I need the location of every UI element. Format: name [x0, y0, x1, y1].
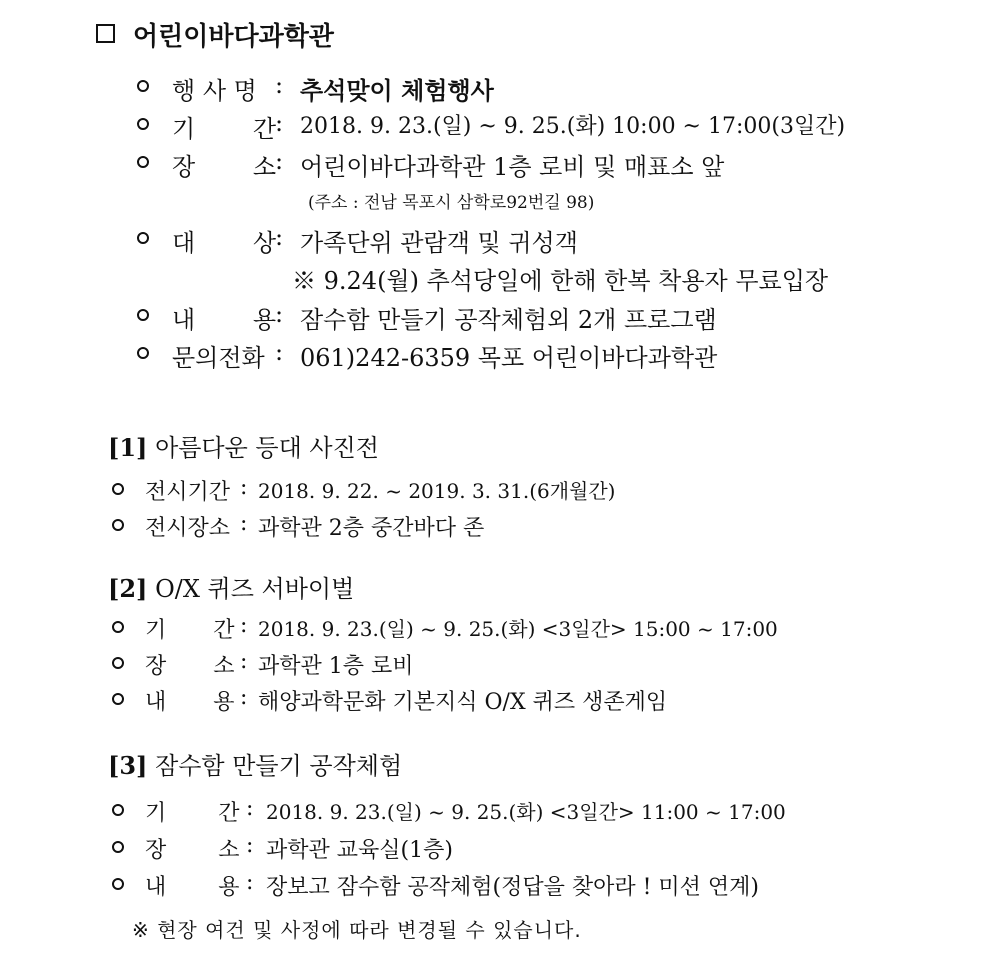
- colon: :: [240, 475, 248, 500]
- event-item-value: 061)242-6359 목포 어린이바다과학관: [300, 344, 718, 372]
- address-note: (주소 : 전남 목포시 삼학로92번길 98): [308, 193, 595, 213]
- bullet-circle-icon: [112, 693, 124, 705]
- section-number: [2]: [108, 574, 148, 603]
- section-item-label: 내 용: [145, 690, 235, 715]
- event-item-label: 문의전화: [172, 344, 265, 372]
- bullet-circle-icon: [112, 657, 124, 669]
- section-item-value: 2018. 9. 23.(일) ~ 9. 25.(화) <3일간> 11:00 ~ 17:00: [266, 800, 786, 824]
- bullet-circle-icon: [137, 309, 149, 321]
- colon: :: [240, 685, 248, 710]
- section-item-value: 과학관 2층 중간바다 존: [258, 516, 485, 541]
- colon: :: [275, 223, 284, 251]
- bullet-circle-icon: [112, 804, 124, 816]
- section-item-label: 전시기간: [145, 480, 231, 505]
- section-item-value: 장보고 잠수함 공작체험(정답을 찾아라 ! 미션 연계): [266, 875, 760, 900]
- colon: :: [246, 796, 254, 821]
- event-item-label: 대 상: [172, 229, 276, 257]
- event-item-value: 2018. 9. 23.(일) ~ 9. 25.(화) 10:00 ~ 17:00(3일간): [300, 114, 846, 139]
- event-item-label: 내 용: [172, 306, 276, 334]
- checkbox-square-icon: [96, 24, 115, 43]
- section-item-value: 과학관 교육실(1층): [266, 838, 453, 863]
- section-item-label: 내 용: [145, 875, 240, 900]
- bullet-circle-icon: [137, 80, 149, 92]
- event-item-value: 가족단위 관람객 및 귀성객: [300, 229, 578, 257]
- section-title-text: O/X 퀴즈 서바이벌: [155, 575, 355, 603]
- section-number: [1]: [108, 433, 148, 462]
- event-item-label: 행 사 명: [172, 77, 257, 105]
- bullet-circle-icon: [112, 841, 124, 853]
- event-item-label: 기 간: [172, 115, 276, 143]
- section-item-value: 해양과학문화 기본지식 O/X 퀴즈 생존게임: [258, 690, 668, 715]
- section-title: [108, 428, 379, 463]
- bullet-circle-icon: [137, 118, 149, 130]
- bullet-circle-icon: [137, 347, 149, 359]
- colon: :: [275, 147, 284, 175]
- colon: :: [275, 109, 284, 137]
- event-item-value: 잠수함 만들기 공작체험외 2개 프로그램: [300, 306, 717, 334]
- colon: :: [275, 300, 284, 328]
- bullet-circle-icon: [112, 519, 124, 531]
- colon: :: [246, 870, 254, 895]
- event-item-label: 장 소: [172, 153, 276, 181]
- section-item-value: 2018. 9. 22. ~ 2019. 3. 31.(6개월간): [258, 479, 616, 503]
- colon: :: [275, 338, 284, 366]
- section-item-value: 과학관 1층 로비: [258, 654, 414, 679]
- footer-note: ※ 현장 여건 및 사정에 따라 변경될 수 있습니다.: [132, 918, 582, 942]
- section-item-label: 기 간: [145, 618, 235, 643]
- section-title-text: 잠수함 만들기 공작체험: [155, 752, 403, 780]
- bullet-circle-icon: [112, 878, 124, 890]
- colon: :: [240, 613, 248, 638]
- section-number: [3]: [108, 751, 148, 780]
- colon: :: [240, 649, 248, 674]
- colon: :: [240, 511, 248, 536]
- event-item-value: 추석맞이 체험행사: [300, 76, 494, 105]
- section-item-label: 기 간: [145, 801, 240, 826]
- section-title: [108, 746, 402, 781]
- bullet-circle-icon: [112, 621, 124, 633]
- colon: :: [246, 833, 254, 858]
- section-item-label: 장 소: [145, 654, 235, 679]
- bullet-circle-icon: [137, 232, 149, 244]
- bullet-circle-icon: [137, 156, 149, 168]
- page-title: 어린이바다과학관: [133, 22, 334, 52]
- section-item-label: 전시장소: [145, 516, 231, 541]
- event-item-value: 어린이바다과학관 1층 로비 및 매표소 앞: [300, 153, 725, 181]
- section-item-label: 장 소: [145, 838, 240, 863]
- free-admission-note: ※ 9.24(월) 추석당일에 한해 한복 착용자 무료입장: [292, 267, 829, 295]
- colon: :: [275, 71, 284, 99]
- section-title: [108, 569, 354, 604]
- bullet-circle-icon: [112, 483, 124, 495]
- section-title-text: 아름다운 등대 사진전: [155, 434, 379, 462]
- section-item-value: 2018. 9. 23.(일) ~ 9. 25.(화) <3일간> 15:00 ~ 17:00: [258, 617, 778, 641]
